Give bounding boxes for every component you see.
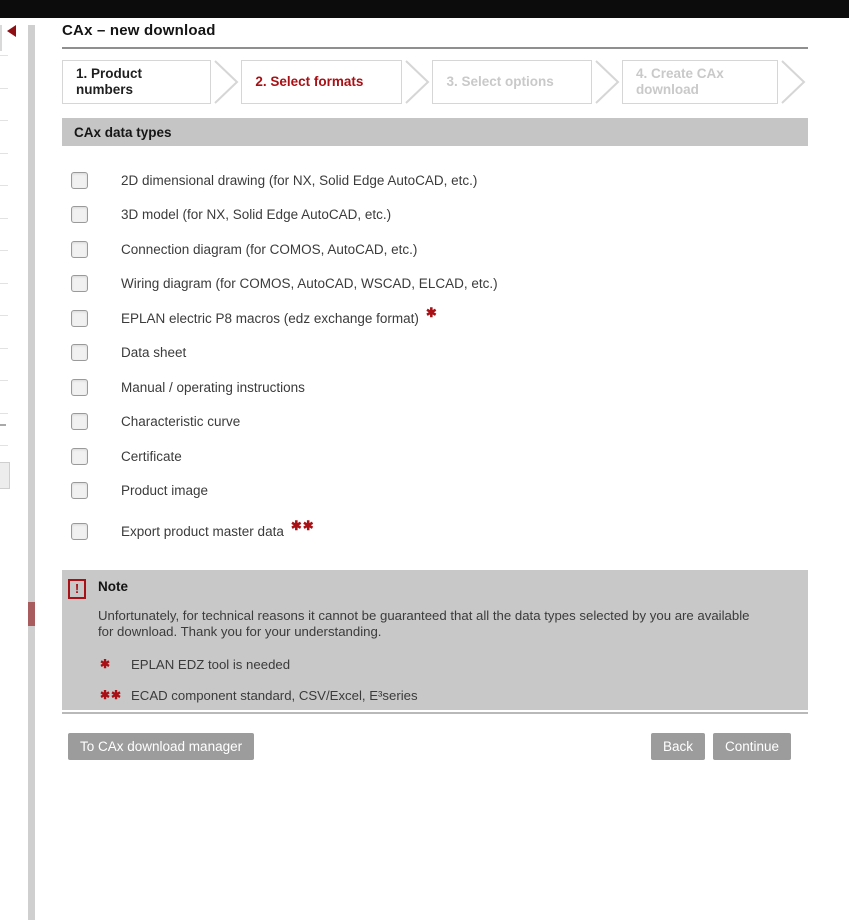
chevron-right-icon — [594, 60, 620, 104]
footnote-marker: ✱✱ — [100, 688, 123, 702]
data-type-checkbox[interactable] — [71, 523, 88, 540]
data-type-list — [62, 163, 808, 549]
data-type-label: Connection diagram (for COMOS, AutoCAD, etc.) — [121, 241, 418, 257]
wizard-step[interactable] — [622, 60, 778, 104]
data-type-row — [62, 232, 808, 267]
data-type-row — [62, 198, 808, 233]
section-header-label: CAx data types — [74, 124, 172, 140]
data-type-row — [62, 439, 808, 474]
rail-partial-button — [0, 462, 10, 489]
rail-divider — [0, 380, 8, 381]
data-type-checkbox[interactable] — [71, 172, 88, 189]
chevron-right-icon — [780, 60, 806, 104]
rail-divider — [0, 315, 8, 316]
top-black-bar — [0, 0, 849, 18]
data-type-row — [62, 336, 808, 371]
footnote — [100, 657, 290, 672]
footnote-marker: ✱ — [100, 657, 112, 671]
note-box — [62, 570, 808, 710]
footnote-asterisk: ✱✱ — [290, 518, 315, 534]
data-type-row — [62, 163, 808, 198]
nav-button-group — [651, 733, 791, 760]
back-button[interactable]: Back — [651, 733, 705, 760]
rail-dash — [0, 424, 6, 426]
data-type-row — [62, 267, 808, 302]
wizard-step[interactable] — [241, 60, 402, 104]
data-type-checkbox[interactable] — [71, 241, 88, 258]
note-title: Note — [98, 578, 128, 594]
data-type-label: EPLAN electric P8 macros (edz exchange format) — [121, 310, 419, 326]
rail-divider — [0, 88, 8, 89]
data-type-checkbox[interactable] — [71, 206, 88, 223]
rail-divider — [0, 185, 8, 186]
rail-divider — [0, 445, 8, 446]
splitter-bar[interactable] — [28, 25, 35, 920]
rail-divider — [0, 153, 8, 154]
rail-divider — [0, 348, 8, 349]
data-type-row — [62, 514, 808, 549]
data-type-label: Product image — [121, 483, 209, 499]
to-cax-download-manager-button[interactable]: To CAx download manager — [68, 733, 254, 760]
footnote — [100, 688, 418, 703]
data-type-label: Export product master data — [121, 523, 284, 539]
footnote-text: EPLAN EDZ tool is needed — [131, 656, 291, 672]
rail-divider — [0, 55, 8, 56]
data-type-label: 2D dimensional drawing (for NX, Solid Edge AutoCAD, etc.) — [121, 172, 478, 188]
splitter-grip[interactable] — [28, 602, 35, 626]
cax-download-panel — [62, 22, 808, 760]
wizard-step-label: 3. Select options — [446, 74, 554, 89]
data-type-checkbox[interactable] — [71, 413, 88, 430]
data-type-checkbox[interactable] — [71, 379, 88, 396]
data-type-row — [62, 405, 808, 440]
data-type-label: Characteristic curve — [121, 414, 241, 430]
rail-divider — [0, 413, 8, 414]
title-divider — [62, 47, 808, 49]
wizard-step-label: 1. Product numbers — [76, 66, 143, 97]
data-type-checkbox[interactable] — [71, 482, 88, 499]
data-type-checkbox[interactable] — [71, 310, 88, 327]
footnote-asterisk: ✱ — [425, 305, 438, 321]
bottom-divider — [62, 712, 808, 714]
page-title: CAx – new download — [62, 22, 216, 39]
chevron-right-icon — [404, 60, 430, 104]
data-type-checkbox[interactable] — [71, 344, 88, 361]
note-body: Unfortunately, for technical reasons it cannot be guaranteed that all the data types selected by you are available for download. Thank you for your understanding. — [98, 607, 750, 640]
rail-divider — [0, 250, 8, 251]
data-type-row — [62, 370, 808, 405]
wizard-step-label: 2. Select formats — [255, 74, 364, 89]
footnote-text: ECAD component standard, CSV/Excel, E³series — [131, 687, 418, 703]
data-type-row — [62, 474, 808, 509]
rail-divider — [0, 283, 8, 284]
wizard-step[interactable] — [432, 60, 591, 104]
data-type-row — [62, 301, 808, 336]
data-type-label: Wiring diagram (for COMOS, AutoCAD, WSCAD, ELCAD, etc.) — [121, 276, 498, 292]
continue-button[interactable]: Continue — [713, 733, 791, 760]
data-type-label: Certificate — [121, 448, 182, 464]
wizard-steps — [62, 60, 808, 104]
wizard-step[interactable] — [62, 60, 211, 104]
data-type-label: 3D model (for NX, Solid Edge AutoCAD, etc.) — [121, 207, 392, 223]
rail-divider — [0, 218, 8, 219]
data-type-label: Data sheet — [121, 345, 187, 361]
collapse-arrow-icon[interactable] — [7, 25, 16, 37]
rail-edge-line — [0, 25, 2, 51]
data-type-checkbox[interactable] — [71, 275, 88, 292]
data-type-checkbox[interactable] — [71, 448, 88, 465]
wizard-step-label: 4. Create CAx download — [635, 66, 724, 97]
data-type-label: Manual / operating instructions — [121, 379, 305, 395]
chevron-right-icon — [213, 60, 239, 104]
action-bar — [62, 733, 808, 760]
exclamation-icon: ! — [68, 579, 86, 599]
rail-divider — [0, 120, 8, 121]
section-header — [62, 118, 808, 146]
